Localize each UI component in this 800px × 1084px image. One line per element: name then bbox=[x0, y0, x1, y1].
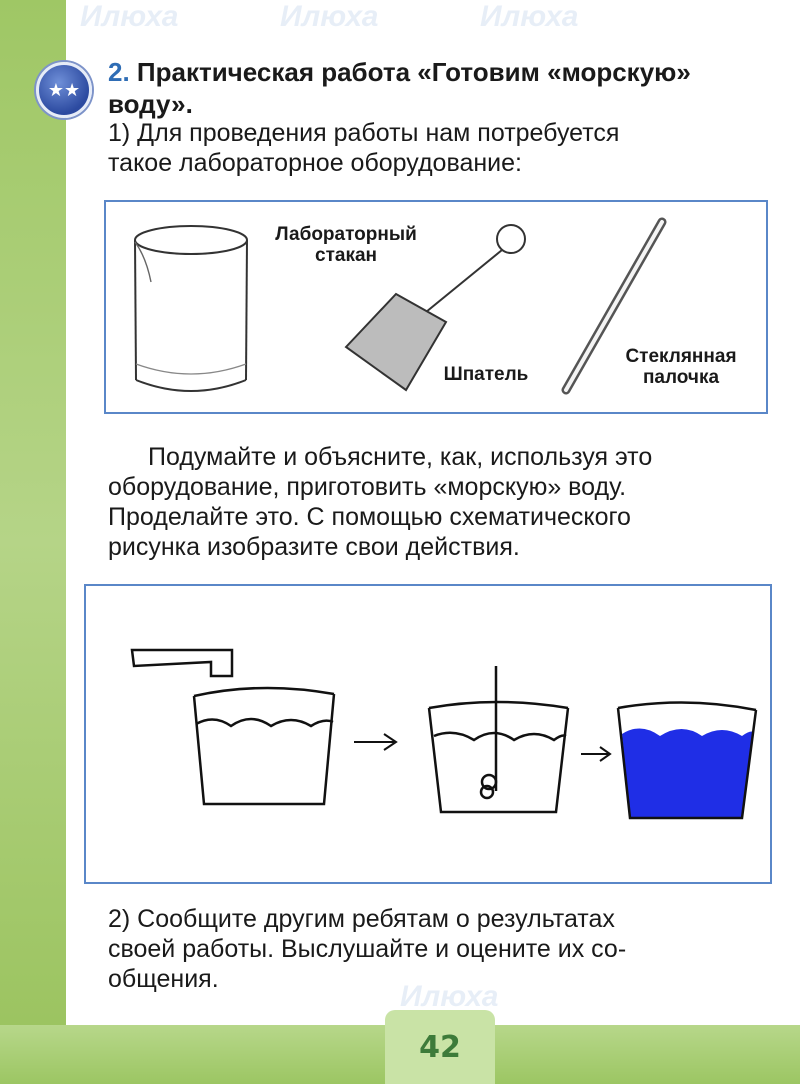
glass-rod-label bbox=[606, 346, 756, 388]
task-number: 2. bbox=[108, 57, 130, 87]
spatula-label-line: Шпатель bbox=[443, 364, 529, 385]
beaker-label-line: стакан bbox=[315, 245, 377, 266]
stars-badge-icon: ★★ bbox=[36, 62, 92, 118]
left-green-margin bbox=[0, 0, 66, 1084]
faucet-icon bbox=[132, 650, 232, 676]
step2-line: 2) Сообщите другим ребятам о результатах bbox=[108, 905, 615, 933]
schematic-drawing bbox=[86, 586, 770, 882]
spatula-label bbox=[431, 364, 541, 385]
instruction-line: Проделайте это. С помощью схематического bbox=[108, 503, 631, 531]
step2-line: общения. bbox=[108, 965, 219, 993]
step2-line: своей работы. Выслушайте и оцените их со- bbox=[108, 935, 627, 963]
arrow-right-icon bbox=[354, 734, 396, 750]
step1-line: такое лабораторное оборудование: bbox=[108, 149, 522, 177]
page-number: 42 bbox=[419, 1029, 461, 1065]
bucket-stirring-icon bbox=[429, 666, 568, 812]
step1-text bbox=[108, 118, 768, 178]
task-title: Практическая работа «Готовим «морскую» воду». bbox=[108, 57, 691, 119]
bucket-water-icon bbox=[194, 688, 334, 804]
beaker-icon bbox=[135, 226, 247, 391]
instruction-text bbox=[108, 442, 768, 562]
glass-rod-label-line: палочка bbox=[642, 367, 720, 388]
instruction-line: оборудование, приготовить «морскую» воду. bbox=[108, 473, 627, 501]
beaker-label bbox=[261, 224, 431, 266]
glass-rod-label-line: Стеклянная bbox=[625, 346, 737, 367]
bucket-sea-water-icon bbox=[618, 702, 756, 818]
arrow-right-icon bbox=[581, 747, 610, 761]
instruction-line: Подумайте и объясните, как, используя это bbox=[148, 443, 653, 471]
equipment-frame bbox=[104, 200, 768, 414]
task-heading bbox=[108, 56, 768, 120]
instruction-line: рисунка изобразите свои действия. bbox=[108, 533, 520, 561]
beaker-label-line: Лабораторный bbox=[275, 224, 417, 245]
step2-text bbox=[108, 904, 768, 994]
step1-line: 1) Для проведения работы нам потребуется bbox=[108, 119, 620, 147]
drawing-frame bbox=[84, 584, 772, 884]
page-number-tab bbox=[385, 1010, 495, 1084]
